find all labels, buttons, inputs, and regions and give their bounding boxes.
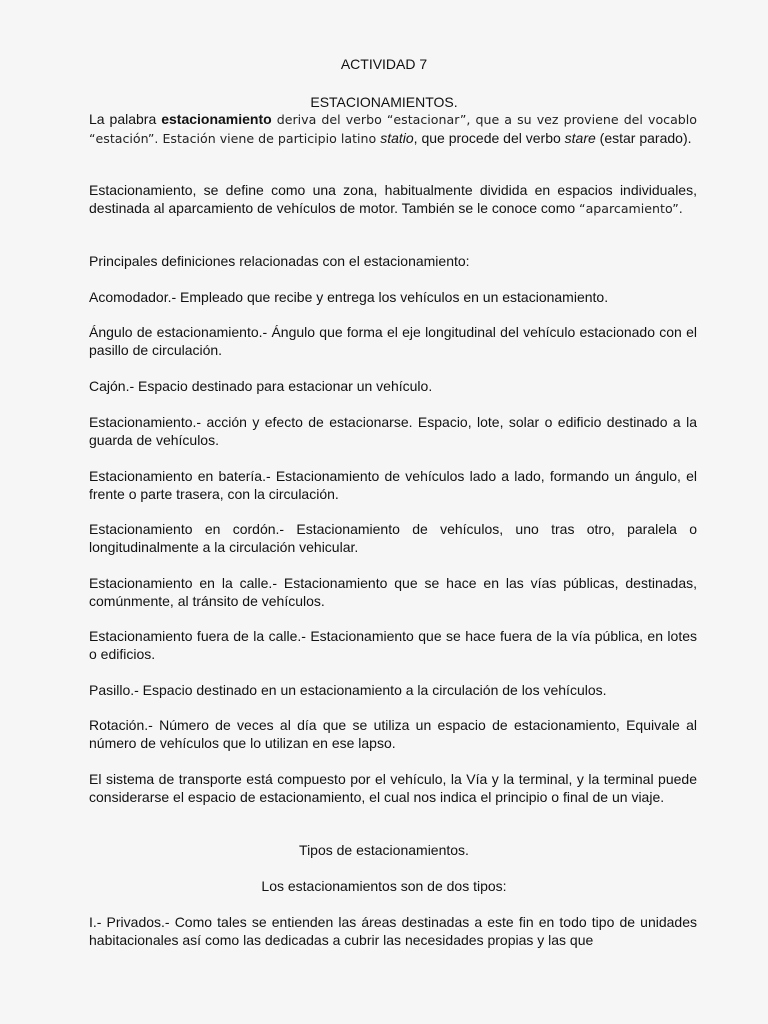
definition-paragraph — [89, 181, 697, 218]
definition-text: Estacionamiento, se define como una zona, habitualmente dividida en espacios individuales, destinada al aparcamiento de vehículos de motor. También se le conoce como — [89, 182, 697, 216]
definition-item: Estacionamiento en la calle.- Estacionamiento que se hace en las vías públicas, destinadas, comúnmente, al tránsito de vehículos. — [89, 575, 697, 609]
system-paragraph: El sistema de transporte está compuesto por el vehículo, la Vía y la terminal, y la terminal puede considerarse el espacio de estacionamiento, el cual nos indica el principio o final de un viaje. — [89, 771, 697, 805]
intro-italic-statio: statio — [380, 130, 414, 146]
definition-item: Cajón.- Espacio destinado para estacionar un vehículo. — [89, 378, 433, 394]
types-intro: Los estacionamientos son de dos tipos: — [261, 878, 507, 894]
intro-paragraph — [89, 110, 697, 148]
definition-item: Rotación.- Número de veces al día que se utiliza un espacio de estacionamiento, Equivale al número de vehículos que lo utilizan en ese lapso. — [89, 717, 697, 751]
definition-item: Estacionamiento en cordón.- Estacionamiento de vehículos, uno tras otro, paralela o longitudinalmente a la circulación vehicular. — [89, 521, 697, 555]
intro-text-1: La palabra — [89, 111, 162, 127]
private-paragraph: I.- Privados.- Como tales se entienden las áreas destinadas a este fin en todo tipo de unidades habitacionales así como las dedicadas a cubrir las necesidades propias y las que — [89, 914, 697, 948]
definition-alt-term: “aparcamiento”. — [579, 201, 683, 216]
definition-item: Pasillo.- Espacio destinado en un estacionamiento a la circulación de los vehículos. — [89, 682, 607, 698]
definitions-intro: Principales definiciones relacionadas con el estacionamiento: — [89, 253, 470, 269]
intro-italic-stare: stare — [564, 130, 596, 146]
definition-item: Acomodador.- Empleado que recibe y entrega los vehículos en un estacionamiento. — [89, 289, 609, 305]
definition-item: Ángulo de estacionamiento.- Ángulo que forma el eje longitudinal del vehículo estacionado con el pasillo de circulación. — [89, 324, 697, 358]
definition-item: Estacionamiento en batería.- Estacionamiento de vehículos lado a lado, formando un ángulo, el frente o parte trasera, con la circulación. — [89, 468, 697, 502]
definition-item: Estacionamiento.- acción y efecto de estacionarse. Espacio, lote, solar o edificio destinado a la guarda de vehículos. — [89, 414, 697, 448]
intro-text-3: , que procede del verbo — [413, 130, 565, 146]
intro-bold-term: estacionamiento — [161, 111, 272, 127]
intro-text-4: (estar parado). — [595, 130, 692, 146]
document-heading: ACTIVIDAD 7 — [340, 56, 428, 72]
document-subheading: ESTACIONAMIENTOS. — [310, 94, 458, 110]
types-title: Tipos de estacionamientos. — [299, 842, 469, 858]
intro-text-2: deriva del verbo “estacionar”, que a su vez proviene del vocablo “estación”. Estación viene de participio latino — [89, 112, 697, 146]
definition-item: Estacionamiento fuera de la calle.- Estacionamiento que se hace fuera de la vía pública, en lotes o edificios. — [89, 628, 697, 662]
